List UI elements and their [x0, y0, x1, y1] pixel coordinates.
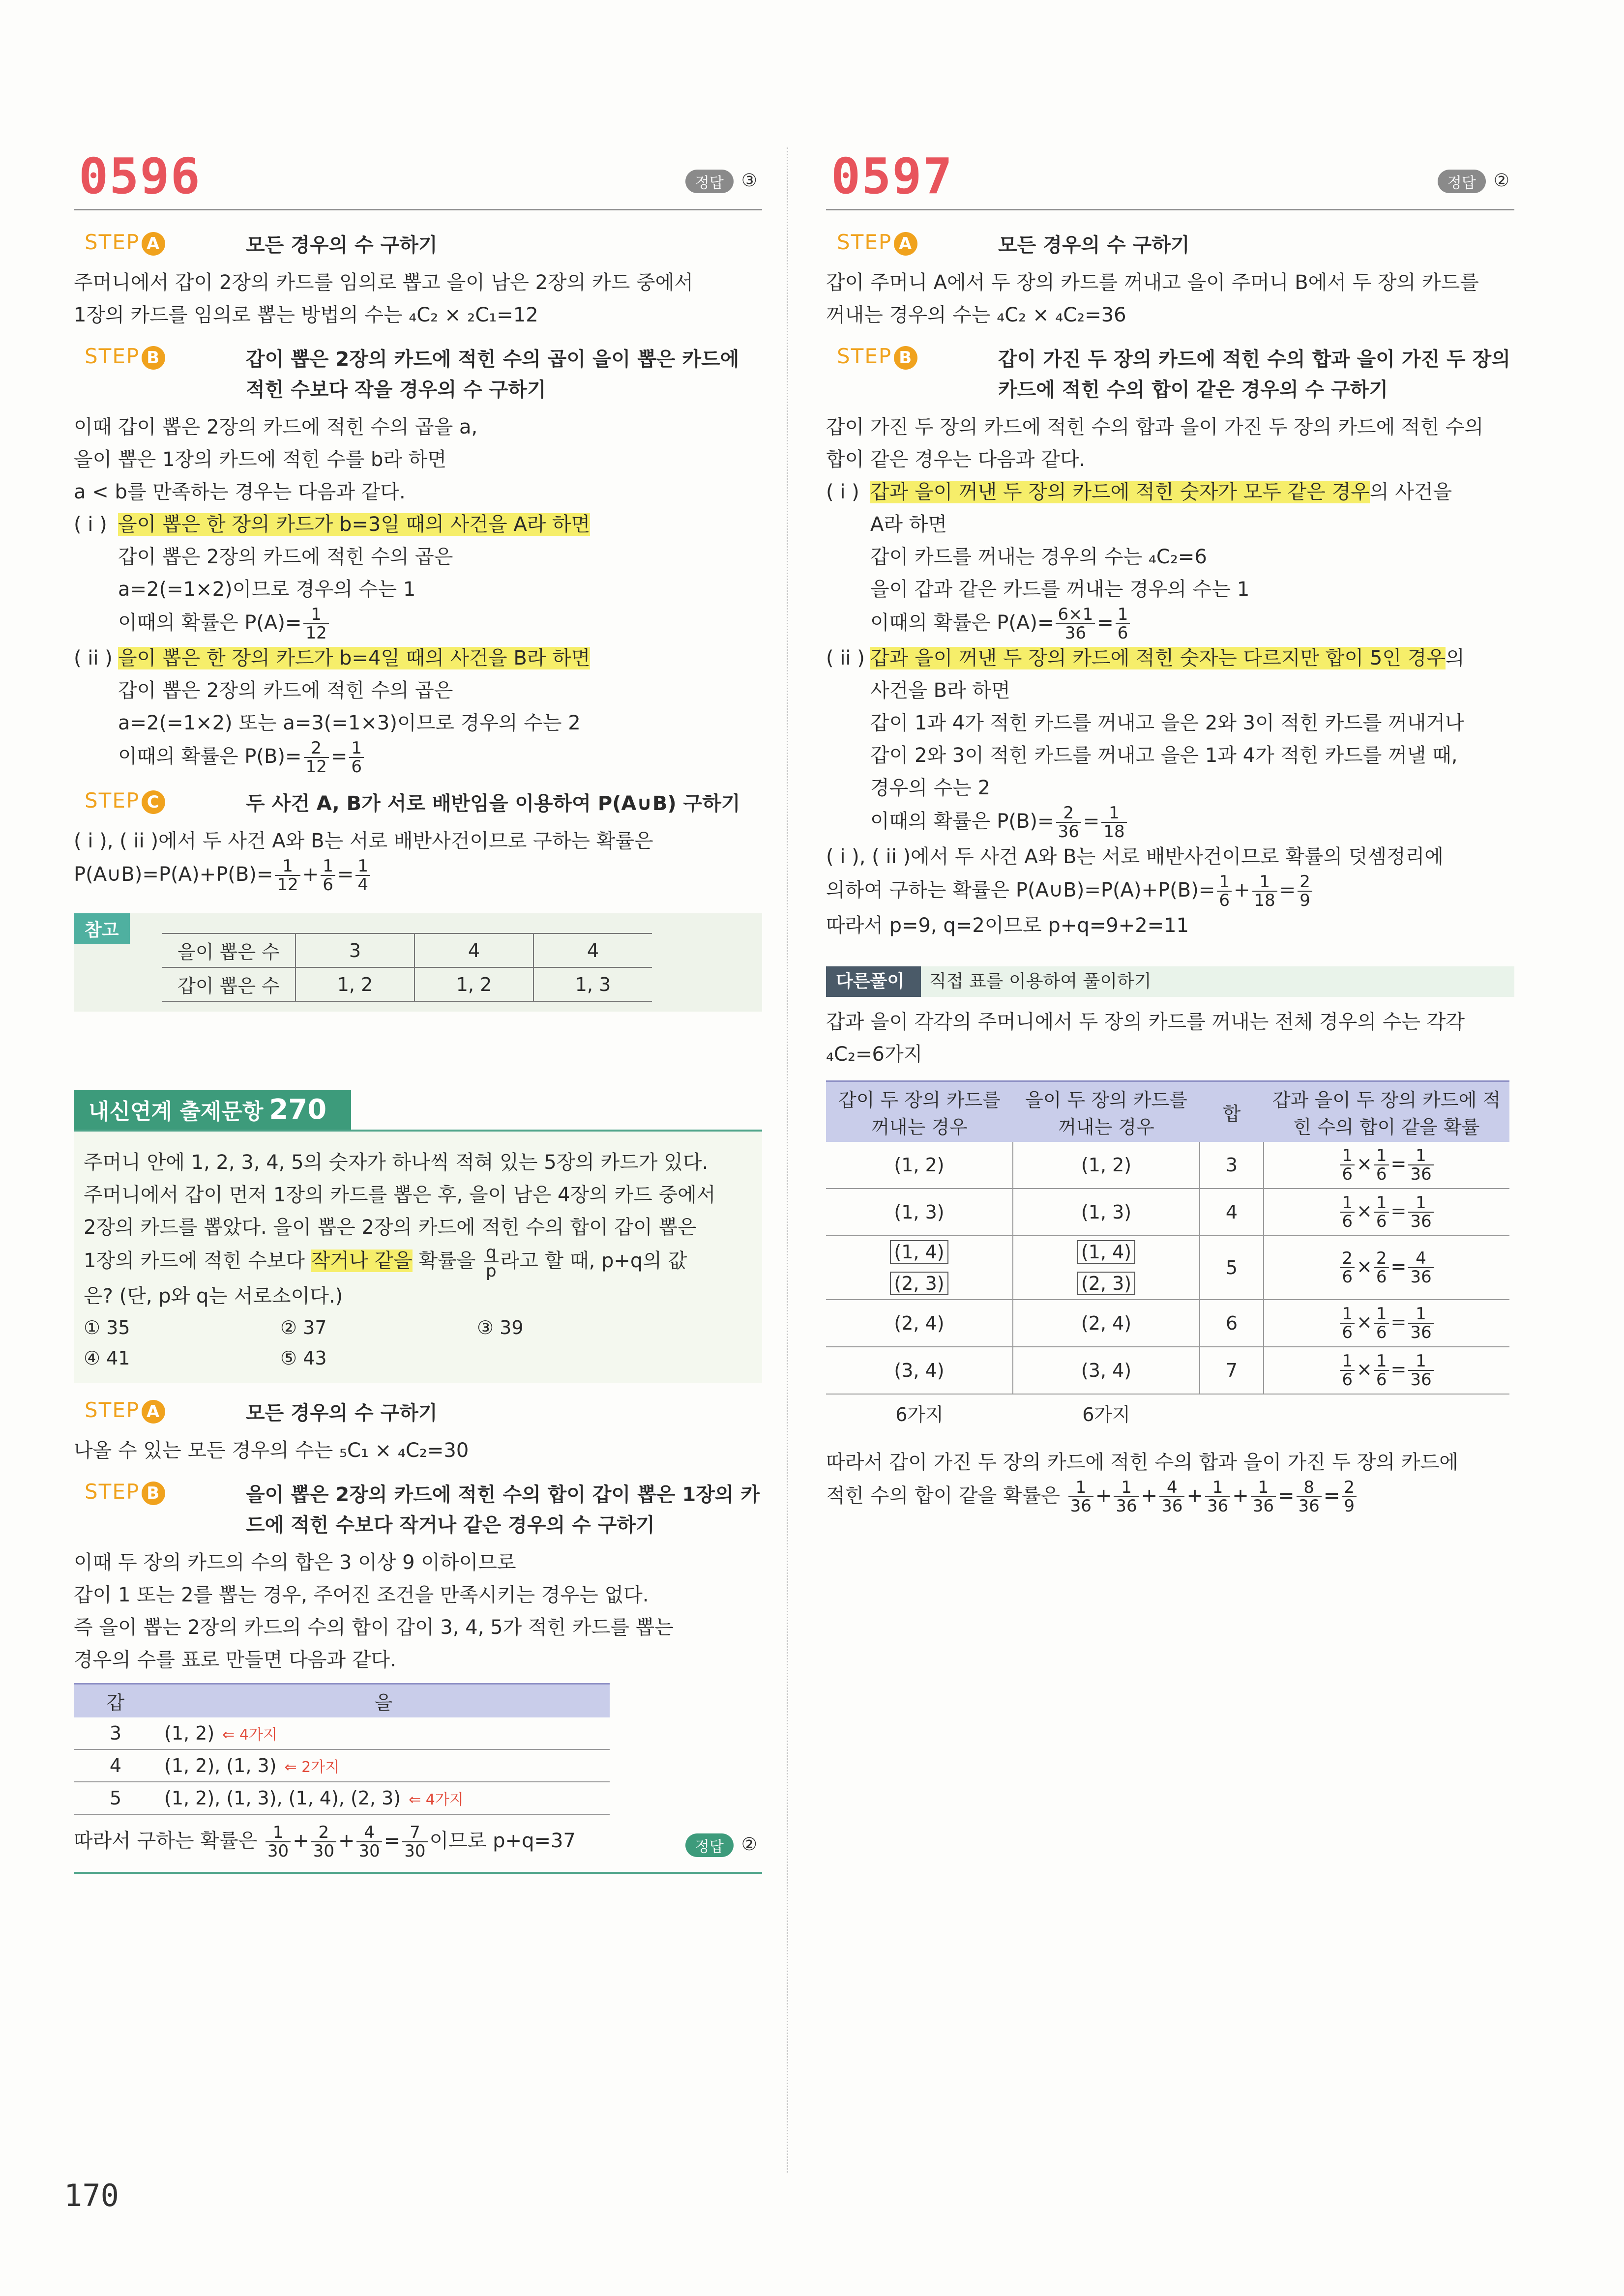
table-cell: 6가지 — [895, 1404, 944, 1425]
choice[interactable]: ④ 41 — [84, 1347, 130, 1369]
table-cell: 4 — [414, 933, 533, 967]
column-header: 을 — [157, 1684, 610, 1718]
choice[interactable]: ③ 39 — [477, 1317, 524, 1338]
text-line: 갑이 가진 두 장의 카드에 적힌 수의 합과 을이 가진 두 장의 카드에 적힌 수의 — [826, 416, 1484, 438]
count-note: ⇐ 4가지 — [409, 1791, 464, 1808]
fraction: $\frac{2}{9}$ — [1298, 873, 1312, 909]
table-cell: 5 — [74, 1782, 157, 1814]
fraction: $\frac{7}{30}$ — [402, 1824, 427, 1860]
fraction: $\frac{1}{6}$ — [321, 857, 335, 894]
table-header-row — [74, 1684, 610, 1718]
text-line: 주머니 안에 1, 2, 3, 4, 5의 숫자가 하나씩 적혀 있는 5장의 카드가 있다. — [84, 1151, 709, 1174]
probability-line: 이때의 확률은 P(A)= $\frac{6\times 1}{36}$ = $\frac{1}{6}$ — [826, 606, 1514, 642]
left-column — [74, 143, 762, 1874]
text-line: 갑이 주머니 A에서 두 장의 카드를 꺼내고 을이 주머니 B에서 두 장의 카드를 — [826, 271, 1479, 294]
step-title: 두 사건 A, B가 서로 배반임을 이용하여 P(A∪B) 구하기 — [246, 792, 740, 815]
text-line: 갑이 뽑은 2장의 카드에 적힌 수의 곱은 — [118, 679, 453, 702]
table-cell: 6 — [1200, 1300, 1264, 1347]
table-cell: 3 — [74, 1717, 157, 1749]
table-cell: 1, 2 — [295, 967, 414, 1001]
table-cell: 4 — [74, 1749, 157, 1782]
text-line: a=2(=1×2) 또는 a=3(=1×3)이므로 경우의 수는 2 — [118, 712, 581, 734]
text-line: a < b를 만족하는 경우는 다음과 같다. — [74, 481, 406, 503]
column-divider — [787, 147, 788, 2173]
problem-header-0597 — [826, 143, 1514, 210]
table-cell: 1, 2 — [414, 967, 533, 1001]
note-tag: 참고 — [74, 913, 130, 944]
text-line: 이때 갑이 뽑은 2장의 카드에 적힌 수의 곱을 a, — [74, 416, 478, 438]
fraction: $\frac{1}{6}$ — [1116, 606, 1130, 642]
probability-line: 이때의 확률은 P(B)= $\frac{2}{12}$ = $\frac{1}{6}$ — [74, 739, 762, 776]
step-title: 갑이 가진 두 장의 카드에 적힌 수의 합과 을이 가진 두 장의 카드에 적힌 수의 합이 같은 경우의 수 구하기 — [998, 348, 1510, 401]
table-cell: (1, 2) — [1013, 1142, 1200, 1189]
fraction: $\frac{1}{18}$ — [1101, 804, 1126, 841]
table-header-row — [826, 1081, 1509, 1142]
step-tag: STEP A — [85, 230, 165, 256]
answer-value: ② — [1493, 171, 1509, 191]
text-line: 따라서 갑이 가진 두 장의 카드에 적힌 수의 합과 을이 가진 두 장의 카드에 — [826, 1451, 1458, 1474]
fraction: $\frac{1}{12}$ — [303, 606, 328, 642]
table-cell: 4 — [1200, 1189, 1264, 1236]
step-tag: STEP B — [85, 344, 165, 370]
text-line: 꺼내는 경우의 수는 ₄C₂ × ₄C₂=36 — [826, 304, 1126, 326]
step-a — [74, 230, 762, 261]
answer-label — [1438, 170, 1509, 193]
text-line: 2장의 카드를 뽑았다. 을이 뽑은 2장의 카드에 적힌 수의 합이 갑이 뽑은 — [84, 1216, 697, 1239]
step-title: 갑이 뽑은 2장의 카드에 적힌 수의 곱이 을이 뽑은 카드에 적힌 수보다 작을 경우의 수 구하기 — [246, 348, 739, 401]
case-2: ( ii ) 을이 뽑은 한 장의 카드가 b=4일 때의 사건을 B라 하면 — [74, 647, 591, 669]
table-cell: (1, 2) ⇐ 4가지 — [157, 1717, 610, 1749]
table-cell: (1, 4) — [1013, 1236, 1200, 1268]
text-line: ( i ), ( ii )에서 두 사건 A와 B는 서로 배반사건이므로 확률의 덧셈정리에 — [826, 845, 1444, 868]
step-b — [74, 344, 762, 405]
table-cell: 6가지 — [1082, 1404, 1130, 1425]
table-row — [162, 933, 652, 967]
text-line: 1장의 카드에 적힌 수보다 작거나 같을 확률을 $\frac{q}{p}$ 라고 할 때, p+q의 값 — [84, 1243, 687, 1281]
fraction: $\frac{q}{p}$ — [484, 1244, 499, 1280]
case-1: ( i ) 을이 뽑은 한 장의 카드가 b=3일 때의 사건을 A라 하면 — [74, 513, 591, 536]
text-line: 따라서 p=9, q=2이므로 p+q=9+2=11 — [826, 914, 1189, 937]
column-header: 을이 두 장의 카드를 꺼내는 경우 — [1013, 1081, 1200, 1142]
table-cell: 4 — [533, 933, 652, 967]
table-cell: (3, 4) — [1013, 1347, 1200, 1394]
cases-table — [74, 1683, 610, 1815]
table-cell: $\frac{1}{6}$ × $\frac{1}{6}$ = $\frac{1}{36}$ — [1264, 1142, 1509, 1189]
probability-line: 적힌 수의 합이 같을 확률은 $\frac{1}{36}$ + $\frac{1}{36}$ + $\frac{4}{36}$ + $\frac{1}{36}$ + $\frac{1}{36}$ = $\frac{8}{36}$ = $\frac{2}{9}$ — [826, 1479, 1514, 1515]
table-cell: 갑이 뽑은 수 — [162, 967, 295, 1001]
probability-line: 따라서 구하는 확률은 $\frac{1}{30}$ + $\frac{2}{30}$ + $\frac{4}{30}$ = $\frac{7}{30}$ 이므로 p+q=37 — [74, 1823, 576, 1861]
answer-badge: 정답 — [685, 170, 734, 193]
fraction: $\frac{1}{6}$ — [349, 739, 364, 776]
linked-problem-body — [74, 1132, 762, 1383]
table-cell: (1, 4) — [826, 1236, 1013, 1268]
right-column — [826, 143, 1514, 1515]
table-cell: (1, 3) — [826, 1189, 1013, 1236]
table-total-row — [826, 1394, 1509, 1431]
answer-label — [685, 170, 757, 193]
table-cell: (1, 2) — [826, 1142, 1013, 1189]
step-tag: STEP A — [837, 230, 917, 256]
fraction: $\frac{1}{12}$ — [275, 857, 300, 894]
linked-problem-header — [74, 1090, 762, 1132]
text-line: 사건을 B라 하면 — [870, 679, 1010, 702]
answer-badge: 정답 — [1438, 170, 1486, 193]
fraction: $\frac{2}{36}$ — [1056, 804, 1081, 841]
step-tag: STEP B — [85, 1480, 165, 1505]
table-cell: (1, 3) — [1013, 1189, 1200, 1236]
count-note: ⇐ 4가지 — [222, 1726, 277, 1744]
page-number: 170 — [64, 2178, 119, 2213]
highlight: 갑과 을이 꺼낸 두 장의 카드에 적힌 숫자가 모두 같은 경우 — [870, 481, 1370, 503]
probability-line: 이때의 확률은 P(B)= $\frac{2}{36}$ = $\frac{1}{18}$ — [826, 804, 1514, 841]
case-1: ( i ) 갑과 을이 꺼낸 두 장의 카드에 적힌 숫자가 모두 같은 경우의 사건을 — [826, 481, 1452, 503]
answer-label: 정답 ② — [685, 1833, 757, 1857]
table-cell: (2, 3) — [1013, 1268, 1200, 1300]
problem-number: 0597 — [831, 147, 953, 205]
text-line: a=2(=1×2)이므로 경우의 수는 1 — [118, 578, 416, 601]
table-row — [74, 1749, 610, 1782]
step-c — [74, 788, 762, 819]
answer-value: ③ — [741, 171, 757, 191]
fraction: $\frac{2}{12}$ — [304, 739, 329, 776]
table-cell: 1, 3 — [533, 967, 652, 1001]
choice[interactable]: ① 35 — [84, 1317, 130, 1338]
column-header: 합 — [1200, 1081, 1264, 1142]
step-title: 모든 경우의 수 구하기 — [246, 1402, 438, 1424]
step-title: 모든 경우의 수 구하기 — [246, 234, 438, 257]
table-cell: (2, 4) — [826, 1300, 1013, 1347]
fraction: $\frac{1}{18}$ — [1252, 873, 1277, 909]
step-tag: STEP C — [85, 788, 165, 814]
text-line: 주머니에서 갑이 먼저 1장의 카드를 뽑은 후, 을이 남은 4장의 카드 중에서 — [84, 1184, 716, 1206]
table-cell: $\frac{1}{6}$ × $\frac{1}{6}$ = $\frac{1}{36}$ — [1264, 1347, 1509, 1394]
answer-badge: 정답 — [685, 1833, 734, 1857]
table-cell: 7 — [1200, 1347, 1264, 1394]
text-line: ( i ), ( ii )에서 두 사건 A와 B는 서로 배반사건이므로 구하는 확률은 — [74, 830, 653, 852]
text-line: 을이 뽑은 1장의 카드에 적힌 수를 b라 하면 — [74, 448, 447, 471]
text-line: 갑이 1과 4가 적힌 카드를 꺼내고 을은 2와 3이 적힌 카드를 꺼내거나 — [870, 712, 1464, 734]
step-tag: STEP B — [837, 344, 917, 370]
table-cell: $\frac{1}{6}$ × $\frac{1}{6}$ = $\frac{1}{36}$ — [1264, 1300, 1509, 1347]
table-row — [826, 1189, 1509, 1236]
table-row — [826, 1347, 1509, 1394]
fraction: $\frac{2}{30}$ — [311, 1824, 336, 1860]
table-cell: 3 — [1200, 1142, 1264, 1189]
note-box — [74, 913, 762, 1012]
problem-number: 0596 — [79, 147, 201, 205]
table-cell: 3 — [295, 933, 414, 967]
table-cell: $\frac{1}{6}$ × $\frac{1}{6}$ = $\frac{1}{36}$ — [1264, 1189, 1509, 1236]
fraction: $\frac{1}{4}$ — [355, 857, 370, 894]
text-line: 을이 갑과 같은 카드를 꺼내는 경우의 수는 1 — [870, 578, 1250, 601]
fraction: $\frac{1}{30}$ — [266, 1824, 291, 1860]
table-row — [74, 1782, 610, 1814]
text-line: 경우의 수를 표로 만들면 다음과 같다. — [74, 1649, 396, 1671]
alternative-solution-header — [826, 966, 1514, 997]
table-row — [162, 967, 652, 1001]
text-line: A라 하면 — [870, 513, 947, 536]
table-row — [826, 1142, 1509, 1189]
table-row — [74, 1717, 610, 1749]
step-b — [826, 344, 1514, 405]
text-line: 갑이 뽑은 2장의 카드에 적힌 수의 곱은 — [118, 546, 453, 568]
text-line: 경우의 수는 2 — [870, 777, 991, 799]
final-answer-line — [74, 1824, 762, 1874]
case-2: ( ii ) 갑과 을이 꺼낸 두 장의 카드에 적힌 숫자는 다르지만 합이 5인 경우의 — [826, 647, 1465, 669]
table-cell: 5 — [1200, 1236, 1264, 1300]
step-title: 을이 뽑은 2장의 카드에 적힌 수의 합이 갑이 뽑은 1장의 카드에 적힌 수보다 작거나 같은 경우의 수 구하기 — [246, 1483, 760, 1537]
note-table — [162, 933, 652, 1002]
text-line: 1장의 카드를 임의로 뽑는 방법의 수는 ₄C₂ × ₂C₁=12 — [74, 304, 538, 326]
table-row — [826, 1300, 1509, 1347]
fraction: $\frac{4}{30}$ — [356, 1824, 382, 1860]
fraction: $\frac{1}{6}$ — [1217, 873, 1232, 909]
choice[interactable]: ② 37 — [280, 1317, 327, 1338]
table-row — [826, 1236, 1509, 1268]
probability-line: P(A∪B)=P(A)+P(B)= $\frac{1}{12}$ + $\frac{1}{6}$ = $\frac{1}{4}$ — [74, 857, 762, 894]
text-line: 은? (단, p와 q는 서로소이다.) — [84, 1285, 343, 1308]
text-line: 갑과 을이 각각의 주머니에서 두 장의 카드를 꺼내는 전체 경우의 수는 각각 — [826, 1011, 1465, 1033]
text-line: ₄C₂=6가지 — [826, 1043, 923, 1066]
linked-problem-badge: 내신연계 출제문항 270 — [74, 1090, 351, 1130]
column-header: 갑이 두 장의 카드를 꺼내는 경우 — [826, 1081, 1013, 1142]
alternative-solution-desc: 직접 표를 이용하여 풀이하기 — [929, 971, 1152, 991]
column-header: 갑과 을이 두 장의 카드에 적힌 수의 합이 같을 확률 — [1264, 1081, 1509, 1142]
text-line: 갑이 2와 3이 적힌 카드를 꺼내고 을은 1과 4가 적힌 카드를 꺼낼 때, — [870, 744, 1458, 767]
step-b — [74, 1480, 762, 1540]
step-title: 모든 경우의 수 구하기 — [998, 234, 1190, 257]
choice[interactable]: ⑤ 43 — [280, 1347, 327, 1369]
table-cell: $\frac{2}{6}$ × $\frac{2}{6}$ = $\frac{4}{36}$ — [1264, 1236, 1509, 1300]
column-header: 갑 — [74, 1684, 157, 1718]
table-cell: (1, 2), (1, 3), (1, 4), (2, 3) ⇐ 4가지 — [157, 1782, 610, 1814]
step-a — [74, 1398, 762, 1428]
table-cell: (2, 3) — [826, 1268, 1013, 1300]
table-cell: (3, 4) — [826, 1347, 1013, 1394]
count-note: ⇐ 2가지 — [284, 1759, 340, 1776]
fraction: $\frac{6\times 1}{36}$ — [1056, 606, 1095, 642]
text-line: 나올 수 있는 모든 경우의 수는 ₅C₁ × ₄C₂=30 — [74, 1439, 469, 1462]
text-line: 합이 같은 경우는 다음과 같다. — [826, 448, 1086, 471]
text-line: 즉 을이 뽑는 2장의 카드의 수의 합이 갑이 3, 4, 5가 적힌 카드를 뽑는 — [74, 1616, 674, 1639]
highlight: 갑과 을이 꺼낸 두 장의 카드에 적힌 숫자는 다르지만 합이 5인 경우 — [870, 647, 1446, 669]
step-a — [826, 230, 1514, 261]
text-line: 갑이 카드를 꺼내는 경우의 수는 ₄C₂=6 — [870, 546, 1207, 568]
table-cell: 을이 뽑은 수 — [162, 933, 295, 967]
step-tag: STEP A — [85, 1398, 165, 1424]
problem-header-0596 — [74, 143, 762, 210]
highlight: 을이 뽑은 한 장의 카드가 b=4일 때의 사건을 B라 하면 — [118, 647, 591, 669]
highlight: 을이 뽑은 한 장의 카드가 b=3일 때의 사건을 A라 하면 — [118, 513, 591, 536]
table-cell: (2, 4) — [1013, 1300, 1200, 1347]
alternative-solution-tag: 다른풀이 — [826, 966, 921, 997]
probability-line: 의하여 구하는 확률은 P(A∪B)=P(A)+P(B)= $\frac{1}{6}$ + $\frac{1}{18}$ = $\frac{2}{9}$ — [826, 873, 1514, 909]
text-line: 주머니에서 갑이 2장의 카드를 임의로 뽑고 을이 남은 2장의 카드 중에서 — [74, 271, 693, 294]
table-cell: (1, 2), (1, 3) ⇐ 2가지 — [157, 1749, 610, 1782]
answer-choices — [84, 1312, 752, 1373]
text-line: 이때 두 장의 카드의 수의 합은 3 이상 9 이하이므로 — [74, 1551, 516, 1574]
probability-table — [826, 1080, 1509, 1431]
probability-line: 이때의 확률은 P(A)= $\frac{1}{12}$ — [74, 606, 762, 642]
text-line: 갑이 1 또는 2를 뽑는 경우, 주어진 조건을 만족시키는 경우는 없다. — [74, 1584, 649, 1606]
